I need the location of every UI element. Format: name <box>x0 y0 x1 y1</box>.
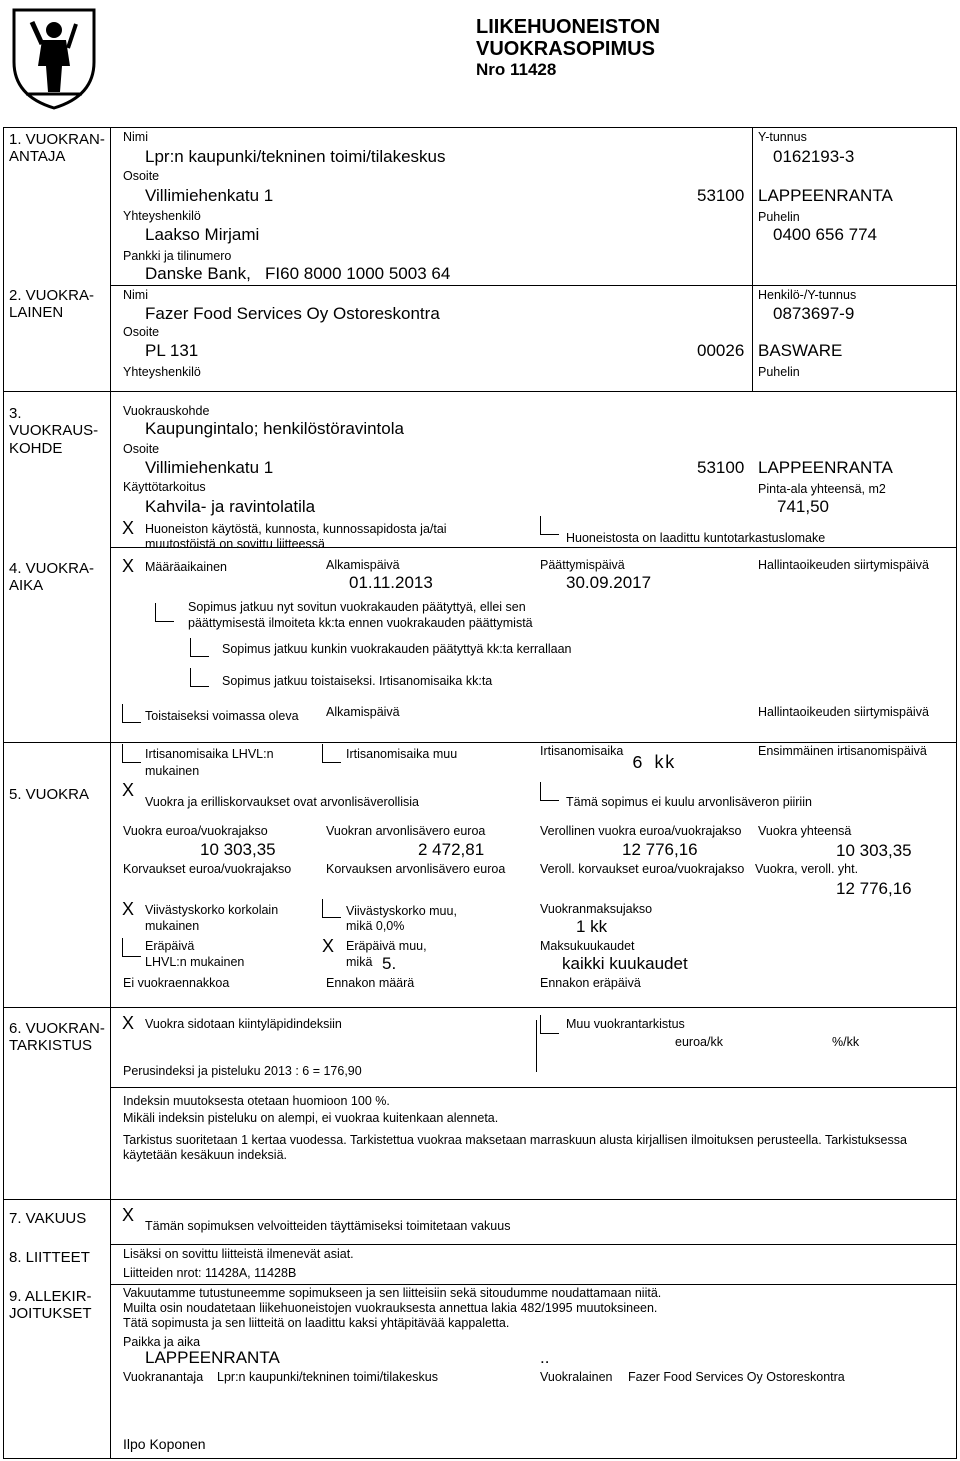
payment-period-label: Vuokranmaksujakso <box>540 902 653 916</box>
document-title-line2: VUOKRASOPIMUS <box>476 38 655 60</box>
rent-total-with-vat: 12 776,16 <box>836 879 912 898</box>
interest-law-line-1: Viivästyskorko korkolain <box>145 903 279 917</box>
landlord-ytunnus-label: Y-tunnus <box>758 130 807 144</box>
landlord-phone: 0400 656 774 <box>773 225 877 244</box>
indefinite-label: Toistaiseksi voimassa oleva <box>145 709 299 723</box>
continuation-option-1-line-2: päättymisestä ilmoiteta kk:ta ennen vuokrakauden päättymistä <box>188 616 533 630</box>
continuation-option-1-line-1: Sopimus jatkuu nyt sovitun vuokrakauden päätyttyä, ellei sen <box>188 600 526 614</box>
premises-postcode: 53100 <box>697 458 745 477</box>
interest-other-line-1: Viivästyskorko muu, <box>346 904 457 918</box>
premises-address-label: Osoite <box>123 442 160 456</box>
term-end: 30.09.2017 <box>566 573 652 592</box>
continuation-option-3-checkbox[interactable] <box>190 668 209 687</box>
due-date-lhvl-line-1: Eräpäivä <box>145 939 195 953</box>
appendix-numbers: Liitteiden nrot: 11428A, 11428B <box>123 1266 297 1280</box>
rent-label: Vuokra euroa/vuokrajakso <box>123 824 268 838</box>
indefinite-checkbox[interactable] <box>122 704 141 723</box>
payment-months: kaikki kuukaudet <box>562 954 688 973</box>
tenant-signature-name: Fazer Food Services Oy Ostoreskontra <box>628 1370 845 1384</box>
section-3-label: 3. VUOKRAUS- KOHDE <box>9 405 99 457</box>
notice-period: 6 kk <box>632 754 676 774</box>
premises-address: Villimiehenkatu 1 <box>145 458 274 477</box>
rent-total: 10 303,35 <box>836 841 912 860</box>
section-5-label: 5. VUOKRA <box>9 786 90 803</box>
inspection-text: Huoneistosta on laadittu kuntotarkastuslomake <box>566 531 826 545</box>
rent-amount: 10 303,35 <box>200 840 276 859</box>
review-note-1: Indeksin muutoksesta otetaan huomioon 100 %. <box>123 1094 390 1108</box>
interest-other-checkbox[interactable] <box>322 899 341 918</box>
appendix-text-1: Lisäksi on sovittu liitteistä ilmenevät asiat. <box>123 1247 354 1261</box>
no-vat-text: Tämä sopimus ei kuulu arvonlisäveron piiriin <box>566 795 812 809</box>
notice-period-label: Irtisanomisaika <box>540 744 624 758</box>
premises-area-label: Pinta-ala yhteensä, m2 <box>758 482 886 496</box>
tenant-id: 0873697-9 <box>773 304 855 323</box>
landlord-contact-label: Yhteyshenkilö <box>123 209 201 223</box>
premises-object-label: Vuokrauskohde <box>123 404 210 418</box>
landlord-signature-label: Vuokranantaja <box>123 1370 204 1384</box>
landlord-signature-name: Lpr:n kaupunki/tekninen toimi/tilakeskus <box>217 1370 438 1384</box>
payment-period: 1 kk <box>576 917 608 936</box>
interest-law-line-2: mukainen <box>145 919 200 933</box>
other-review-checkbox[interactable] <box>540 1015 559 1034</box>
landlord-address-label: Osoite <box>123 169 160 183</box>
base-index-text: Perusindeksi ja pisteluku 2013 : 6 = 176,90 <box>123 1064 362 1078</box>
notice-other-checkbox[interactable] <box>322 744 341 763</box>
term-start: 01.11.2013 <box>349 573 433 592</box>
document-title-line1: LIIKEHUONEISTON <box>476 16 661 38</box>
due-date-lhvl-line-2: LHVL:n mukainen <box>145 955 245 969</box>
review-note-2: Mikäli indeksin pisteluku on alempi, ei vuokraa kuitenkaan alenneta. <box>123 1111 499 1125</box>
review-note-3: Tarkistus suoritetaan 1 kertaa vuodessa. Tarkistettua vuokraa maksetaan marraskuun alusta kirjallisen ilmoituksen perusteella. Tarkistuksessa <box>123 1133 907 1147</box>
section-2-label: 2. VUOKRA- LAINEN <box>9 287 95 322</box>
term-end-label: Päättymispäivä <box>540 558 625 572</box>
tenant-id-label: Henkilö-/Y-tunnus <box>758 288 857 302</box>
compensation-vat-label: Korvauksen arvonlisävero euroa <box>326 862 506 876</box>
due-date-other-line-2: mikä <box>346 955 373 969</box>
landlord-name-label: Nimi <box>123 130 148 144</box>
term-transfer-label: Hallintaoikeuden siirtymispäivä <box>758 558 929 572</box>
review-note-4: käytetään kesäkuun indeksiä. <box>123 1148 287 1162</box>
indefinite-start-label: Alkamispäivä <box>326 705 400 719</box>
rent-total-with-vat-label: Vuokra, veroll. yht. <box>755 862 859 876</box>
maintenance-text-1: Huoneiston käytöstä, kunnosta, kunnossapidosta ja/tai <box>145 522 447 536</box>
landlord-city: LAPPEENRANTA <box>758 186 893 205</box>
vat-text: Vuokra ja erilliskorvaukset ovat arvonlisäverollisia <box>145 795 419 809</box>
due-date-other-checkbox[interactable]: X <box>322 936 335 956</box>
tenant-name: Fazer Food Services Oy Ostoreskontra <box>145 304 440 323</box>
payment-months-label: Maksukuukaudet <box>540 939 635 953</box>
landlord-contact: Laakso Mirjami <box>145 225 260 244</box>
premises-city: LAPPEENRANTA <box>758 458 893 477</box>
section-1-label: 1. VUOKRAN- ANTAJA <box>9 131 105 166</box>
rent-total-label: Vuokra yhteensä <box>758 824 852 838</box>
term-start-label: Alkamispäivä <box>326 558 400 572</box>
premises-area: 741,50 <box>777 497 829 516</box>
maintenance-checkbox[interactable]: X <box>122 518 135 538</box>
landlord-bank: Danske Bank, FI60 8000 1000 5003 64 <box>145 264 451 283</box>
percent-per-month-label: %/kk <box>832 1035 860 1049</box>
contract-number: Nro 11428 <box>476 60 557 79</box>
euro-per-month-label: euroa/kk <box>675 1035 723 1049</box>
city-coat-of-arms-logo <box>8 4 100 112</box>
section-9-label: 9. ALLEKIR- JOITUKSET <box>9 1288 92 1323</box>
rent-vat-amount-label: Vuokran arvonlisävero euroa <box>326 824 486 838</box>
advance-amount-label: Ennakon määrä <box>326 976 415 990</box>
tenant-city: BASWARE <box>758 341 843 360</box>
fixed-term-checkbox[interactable]: X <box>122 556 135 576</box>
landlord-bank-label: Pankki ja tilinumero <box>123 249 232 263</box>
inspection-checkbox[interactable] <box>540 516 559 535</box>
tenant-contact-label: Yhteyshenkilö <box>123 365 201 379</box>
premises-object: Kaupungintalo; henkilöstöravintola <box>145 419 404 438</box>
landlord-phone-label: Puhelin <box>758 210 800 224</box>
vat-checkbox[interactable]: X <box>122 780 135 800</box>
fixed-term-label: Määräaikainen <box>145 560 227 574</box>
signature-text-1: Vakuutamme tutustuneemme sopimukseen ja sen liitteisiin sekä sitoudumme noudattamaan niitä. <box>123 1286 662 1300</box>
premises-use: Kahvila- ja ravintolatila <box>145 497 316 516</box>
continuation-option-2-checkbox[interactable] <box>190 638 209 657</box>
signing-place: LAPPEENRANTA <box>145 1348 280 1367</box>
interest-law-checkbox[interactable]: X <box>122 899 135 919</box>
continuation-option-3: Sopimus jatkuu toistaiseksi. Irtisanomisaika kk:ta <box>222 674 493 688</box>
section-8-label: 8. LIITTEET <box>9 1249 90 1266</box>
notice-lhvl-line-1: Irtisanomisaika LHVL:n <box>145 747 274 761</box>
index-checkbox[interactable]: X <box>122 1013 135 1033</box>
signature-text-2: Muilta osin noudatetaan liikehuoneistojen vuokrauksesta annettua lakia 482/1995 muutoksineen. <box>123 1301 658 1315</box>
first-notice-date-label: Ensimmäinen irtisanomispäivä <box>758 744 927 758</box>
section-4-label: 4. VUOKRA- AIKA <box>9 560 95 595</box>
due-date-lhvl-checkbox[interactable] <box>122 938 141 957</box>
continuation-option-2: Sopimus jatkuu kunkin vuokrakauden päätyttyä kk:ta kerrallaan <box>222 642 572 656</box>
premises-use-label: Käyttötarkoitus <box>123 480 206 494</box>
landlord-postcode: 53100 <box>697 186 745 205</box>
due-date-other-line-1: Eräpäivä muu, <box>346 939 427 953</box>
index-text: Vuokra sidotaan kiintyläpidindeksiin <box>145 1017 342 1031</box>
place-date-label: Paikka ja aika <box>123 1335 201 1349</box>
rent-vat-amount: 2 472,81 <box>418 840 485 859</box>
tenant-address-label: Osoite <box>123 325 160 339</box>
compensation-label: Korvaukset euroa/vuokrajakso <box>123 862 292 876</box>
no-advance-label: Ei vuokraennakkoa <box>123 976 230 990</box>
section-6-label: 6. VUOKRAN- TARKISTUS <box>9 1020 105 1055</box>
compensation-taxed-label: Veroll. korvaukset euroa/vuokrajakso <box>540 862 745 876</box>
rent-with-vat: 12 776,16 <box>622 840 698 859</box>
security-text: Tämän sopimuksen velvoitteiden täyttämiseksi toimitetaan vakuus <box>145 1219 511 1233</box>
landlord-ytunnus: 0162193-3 <box>773 147 855 166</box>
notice-lhvl-checkbox[interactable] <box>122 744 141 763</box>
interest-other-line-2: mikä 0,0% <box>346 919 405 933</box>
notice-other-label: Irtisanomisaika muu <box>346 747 458 761</box>
due-date-other-value: 5. <box>382 954 397 973</box>
tenant-signature-label: Vuokralainen <box>540 1370 613 1384</box>
continuation-option-1-checkbox[interactable] <box>155 603 174 622</box>
indefinite-transfer-label: Hallintaoikeuden siirtymispäivä <box>758 705 929 719</box>
landlord-name: Lpr:n kaupunki/tekninen toimi/tilakeskus <box>145 147 446 166</box>
section-7-label: 7. VAKUUS <box>9 1210 87 1227</box>
signing-date-dots: .. <box>540 1348 550 1367</box>
maintenance-text-2: muutostöistä on sovittu liitteessä <box>145 537 325 551</box>
signer-name: Ilpo Koponen <box>123 1436 206 1452</box>
other-review-text: Muu vuokrantarkistus <box>566 1017 685 1031</box>
landlord-address: Villimiehenkatu 1 <box>145 186 274 205</box>
security-checkbox[interactable]: X <box>122 1205 135 1225</box>
no-vat-checkbox[interactable] <box>540 782 559 801</box>
tenant-address: PL 131 <box>145 341 199 360</box>
notice-lhvl-line-2: mukainen <box>145 764 200 778</box>
signature-text-3: Tätä sopimusta ja sen liitteitä on laadittu kaksi yhtäpitävää kappaletta. <box>123 1316 510 1330</box>
tenant-name-label: Nimi <box>123 288 148 302</box>
tenant-postcode: 00026 <box>697 341 745 360</box>
rent-with-vat-label: Verollinen vuokra euroa/vuokrajakso <box>540 824 742 838</box>
advance-due-label: Ennakon eräpäivä <box>540 976 641 990</box>
tenant-phone-label: Puhelin <box>758 365 800 379</box>
